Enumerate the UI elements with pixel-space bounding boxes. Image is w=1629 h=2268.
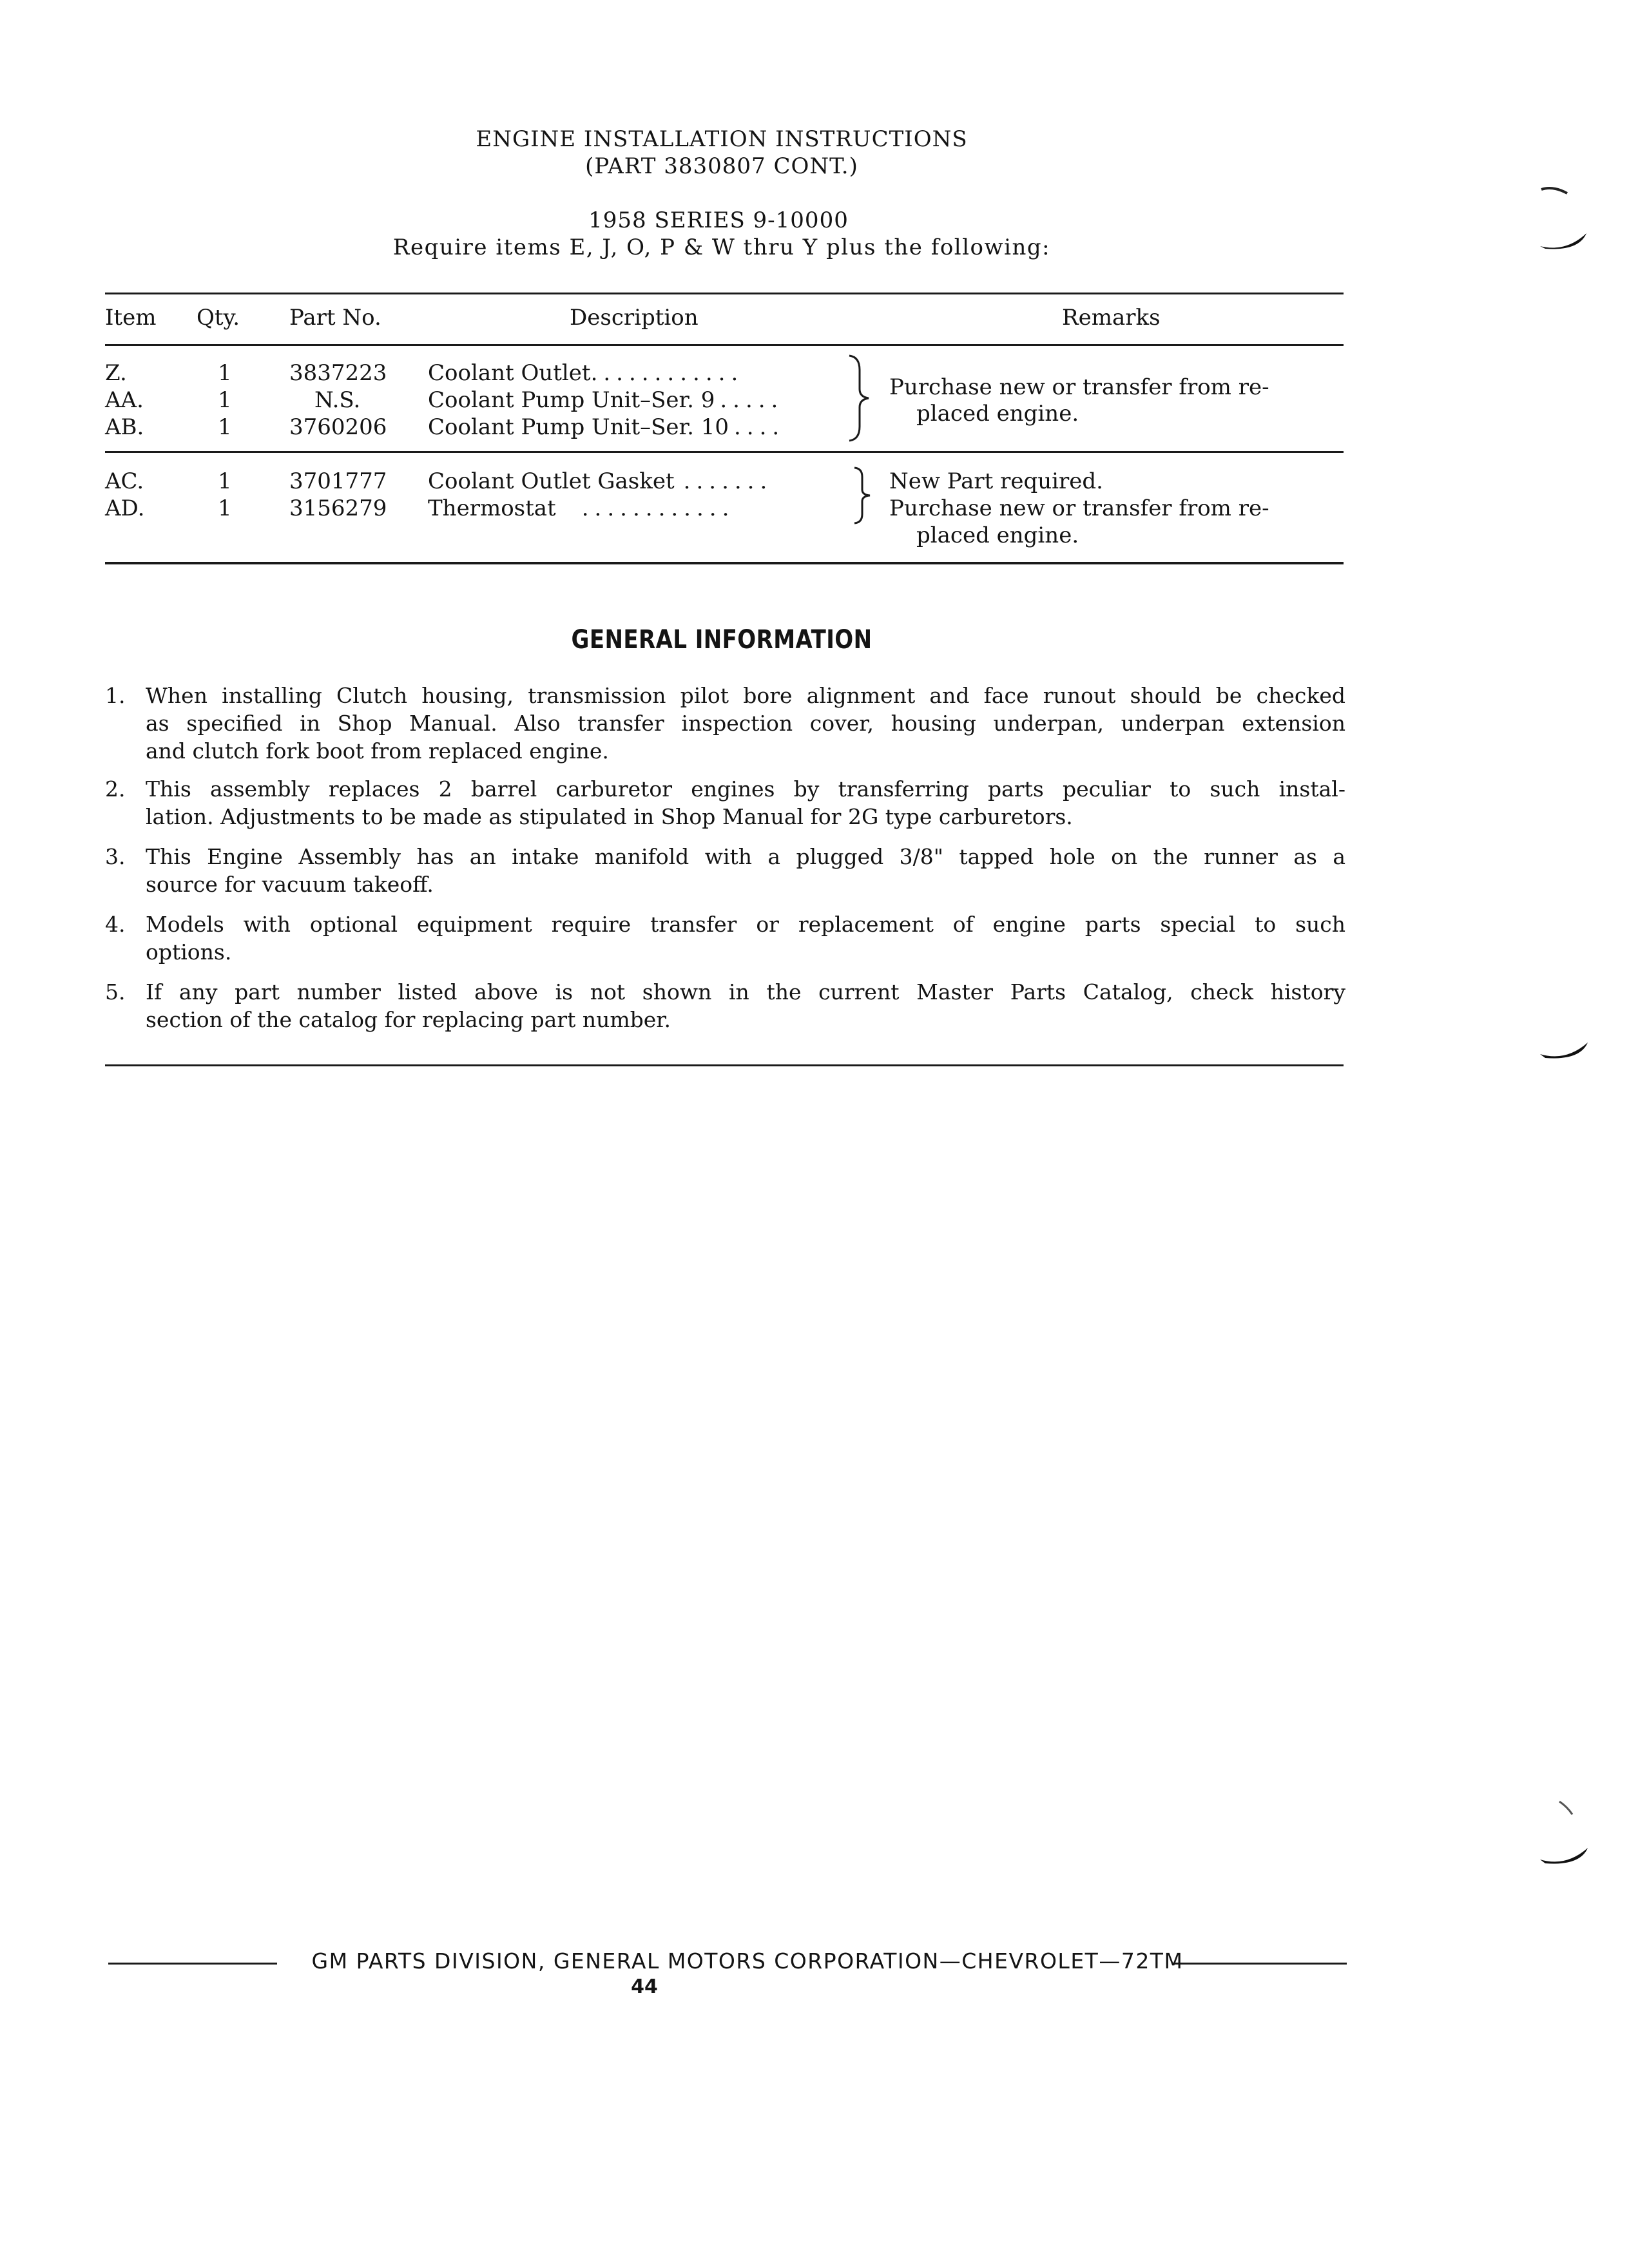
column-header-part-no: Part No.: [289, 305, 381, 331]
cell-qty: 1: [218, 495, 232, 521]
cell-item: AB.: [105, 414, 144, 440]
cell-item: AA.: [105, 387, 144, 413]
remark-text: Purchase new or transfer from re-: [889, 495, 1269, 521]
list-item-line: Models with optional equipment require transfer or replacement of engine parts special to such: [146, 912, 1345, 937]
list-item: [105, 978, 1345, 1033]
column-header-item: Item: [105, 305, 157, 331]
remark-text: Purchase new or transfer from re-: [889, 374, 1269, 400]
description-text: Coolant Outlet: [428, 360, 591, 386]
page-number: 44: [631, 1975, 658, 1998]
cell-part-no: 3156279: [289, 495, 387, 521]
dot-leader: ............: [590, 360, 744, 386]
remark-text: placed engine.: [916, 523, 1079, 548]
list-item-line: options.: [146, 939, 232, 965]
table-top-rule: [105, 293, 1344, 294]
list-item-line: and clutch fork boot from replaced engine.: [146, 738, 609, 764]
section-heading: GENERAL INFORMATION: [571, 625, 872, 655]
page-title: ENGINE INSTALLATION INSTRUCTIONS: [476, 126, 968, 152]
list-item-number: 1.: [105, 683, 126, 708]
list-item-line: as specified in Shop Manual. Also transfer inspection cover, housing underpan, underpan extension: [146, 711, 1345, 736]
list-item: [105, 682, 1345, 765]
dot-leader: .....: [720, 387, 784, 413]
cell-description: [428, 414, 831, 441]
dot-leader: .......: [683, 468, 773, 494]
cell-qty: 1: [218, 387, 232, 413]
footer-text: GM PARTS DIVISION, GENERAL MOTORS CORPORATION—CHEVROLET—72TM: [311, 1948, 1184, 1974]
page-subtitle: (PART 3830807 CONT.): [585, 153, 858, 179]
dot-leader: ....: [733, 414, 786, 440]
remark-text: placed engine.: [916, 401, 1079, 427]
description-text: Coolant Pump Unit–Ser. 10: [428, 414, 729, 440]
cell-qty: 1: [218, 468, 232, 494]
section-bottom-rule: [105, 1064, 1344, 1066]
list-item-line: If any part number listed above is not shown in the current Master Parts Catalog, check history: [146, 979, 1345, 1004]
cell-description: [428, 468, 831, 495]
right-brace-icon: [852, 465, 874, 526]
list-item-line: This assembly replaces 2 barrel carburetor engines by transferring parts peculiar to such instal-: [146, 776, 1345, 802]
series-heading: 1958 SERIES 9-10000: [588, 207, 849, 233]
list-item-number: 5.: [105, 979, 126, 1004]
cell-part-no: N.S.: [314, 387, 361, 413]
list-item-line: section of the catalog for replacing part number.: [146, 1007, 671, 1032]
column-header-remarks: Remarks: [1062, 305, 1161, 331]
description-text: Coolant Outlet Gasket: [428, 468, 675, 494]
table-group-rule: [105, 451, 1344, 453]
right-brace-icon: [847, 353, 872, 443]
column-header-description: Description: [570, 305, 699, 331]
dot-leader: ............: [581, 495, 735, 521]
cell-item: AD.: [105, 495, 145, 521]
list-item: [105, 775, 1345, 831]
cell-item: Z.: [105, 360, 127, 386]
list-item-line: lation. Adjustments to be made as stipulated in Shop Manual for 2G type carburetors.: [146, 804, 1073, 829]
cell-part-no: 3760206: [289, 414, 387, 440]
list-item-number: 2.: [105, 776, 126, 802]
list-item-number: 4.: [105, 912, 126, 937]
cell-item: AC.: [105, 468, 144, 494]
cell-qty: 1: [218, 414, 232, 440]
description-text: Thermostat: [428, 495, 556, 521]
cell-qty: 1: [218, 360, 232, 386]
list-item: [105, 910, 1345, 966]
requirement-text: Require items E, J, O, P & W thru Y plus the following:: [392, 235, 1051, 260]
list-item-line: source for vacuum takeoff.: [146, 872, 434, 897]
cell-part-no: 3837223: [289, 360, 387, 386]
list-item: [105, 843, 1345, 898]
binder-hole-mark-icon: [1534, 182, 1592, 259]
list-item-line: This Engine Assembly has an intake manifold with a plugged 3/8" tapped hole on the runner as a: [146, 844, 1345, 869]
table-header-rule: [105, 344, 1344, 346]
cell-description: [428, 495, 831, 522]
binder-hole-mark-icon: [1534, 1798, 1592, 1881]
table-bottom-rule: [105, 562, 1344, 564]
description-text: Coolant Pump Unit–Ser. 9: [428, 387, 715, 413]
cell-description: [428, 387, 831, 414]
cell-part-no: 3701777: [289, 468, 387, 494]
list-item-line: When installing Clutch housing, transmission pilot bore alignment and face runout should be checked: [146, 683, 1345, 708]
remark-text: New Part required.: [889, 468, 1103, 494]
list-item-number: 3.: [105, 844, 126, 869]
column-header-qty: Qty.: [197, 305, 240, 331]
cell-description: [428, 360, 831, 387]
binder-hole-mark-icon: [1534, 1010, 1592, 1088]
